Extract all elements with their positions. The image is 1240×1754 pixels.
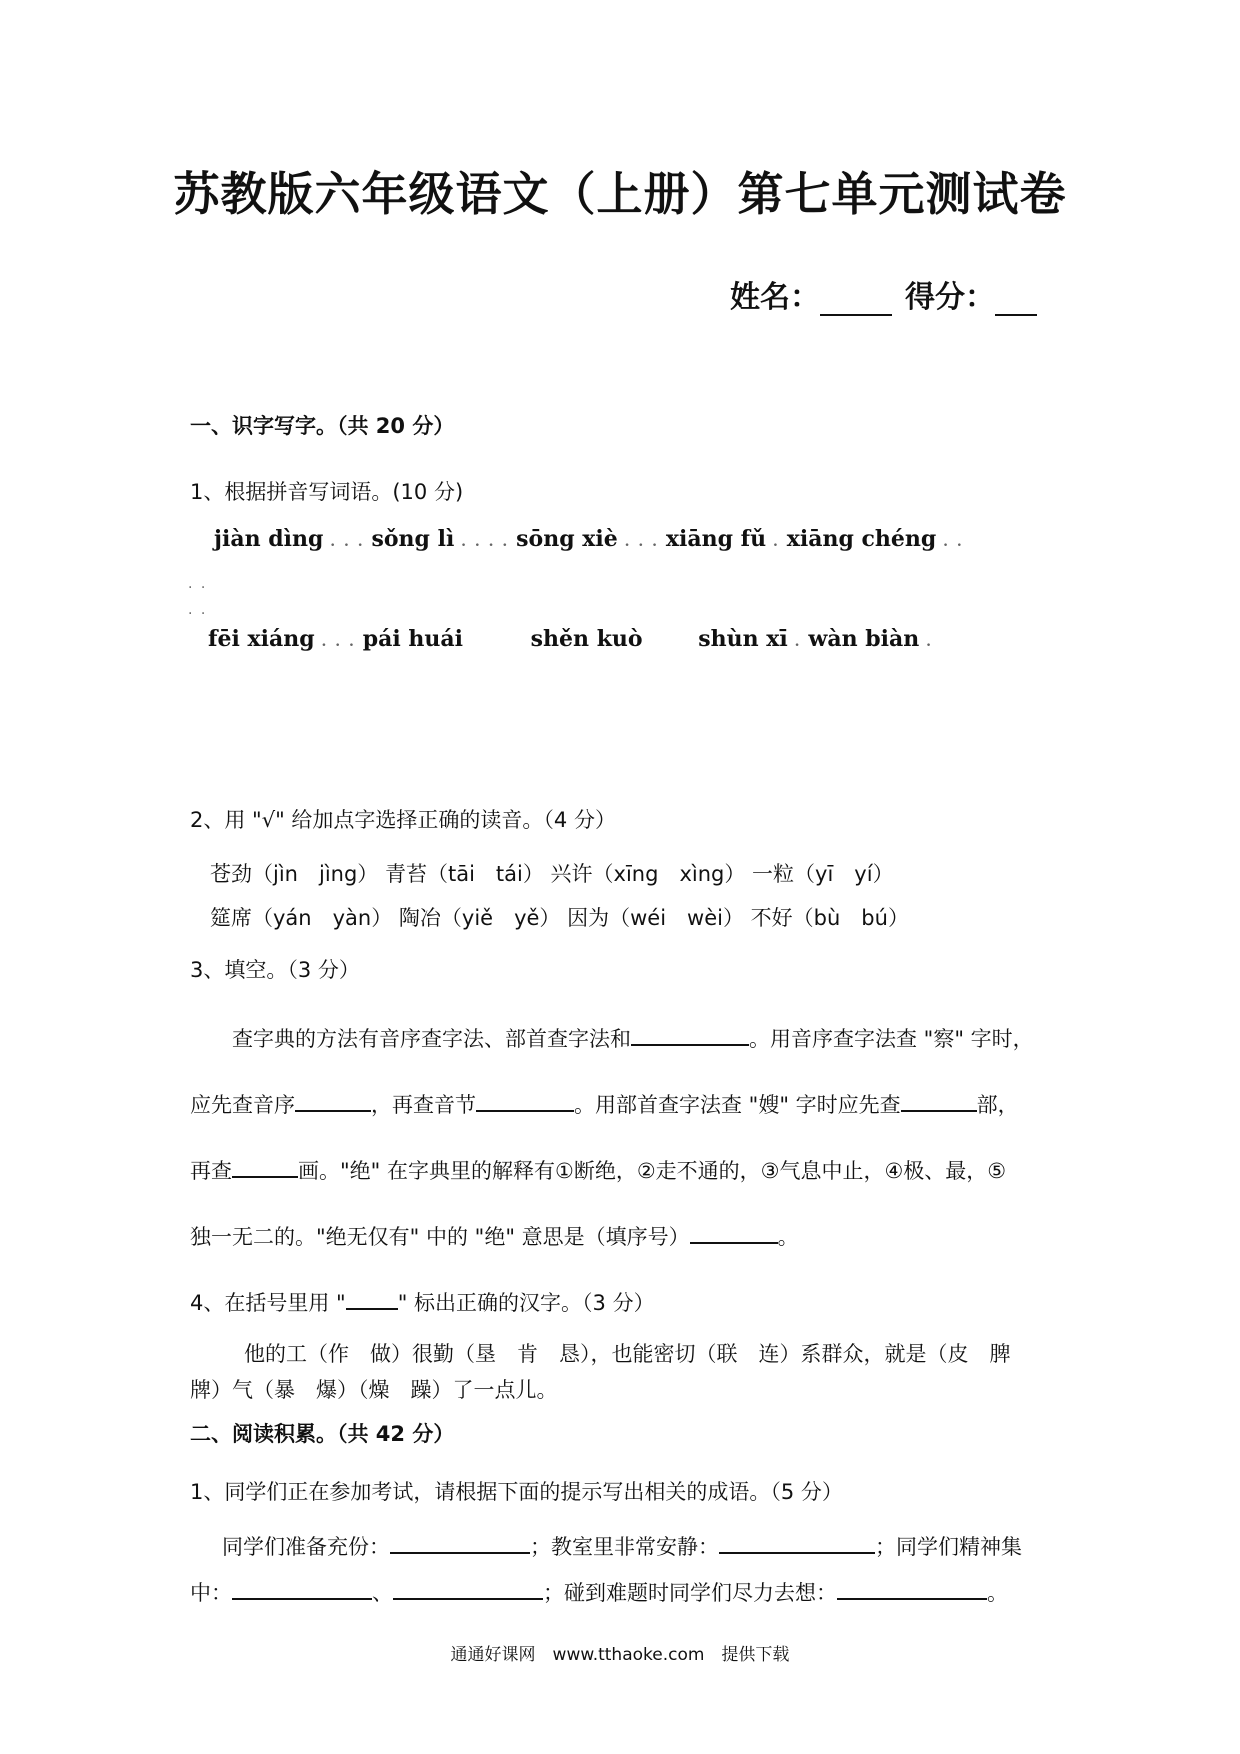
text: 。 — [987, 1581, 1008, 1605]
text: 再查 — [190, 1159, 232, 1183]
q3-line-1 — [232, 1022, 1034, 1053]
fill-blank — [631, 1022, 749, 1046]
q3-prompt: 3、填空。（3 分） — [190, 958, 360, 982]
reading-item: 苍劲（jìn jìng） — [210, 862, 379, 886]
fill-blank — [719, 1530, 875, 1554]
q1-prompt: 1、根据拼音写词语。(10 分) — [190, 480, 464, 504]
fill-blank — [232, 1576, 372, 1600]
text: 。用部首查字法查 "嫂" 字时应先查 — [574, 1093, 901, 1117]
pinyin-item: xiāng fǔ — [665, 526, 767, 552]
text: ；教室里非常安静： — [530, 1535, 719, 1559]
section2-heading: 二、阅读积累。（共 42 分） — [190, 1422, 455, 1446]
pinyin-item: sōng xiè — [516, 526, 618, 552]
q3-line-4 — [190, 1220, 799, 1251]
fill-blank — [393, 1576, 543, 1600]
pinyin-item: xiāng chéng — [786, 526, 937, 552]
q3-line-3 — [190, 1154, 1006, 1185]
fill-blank — [690, 1220, 778, 1244]
q2-row-1 — [210, 858, 894, 888]
pinyin-item: wàn biàn — [808, 626, 920, 652]
s2-q1-line-2 — [190, 1576, 1008, 1607]
fill-blank — [390, 1530, 530, 1554]
page-title: 苏教版六年级语文（上册）第七单元测试卷 — [173, 167, 1067, 221]
fill-blank — [476, 1088, 574, 1112]
text: 部， — [976, 1093, 1019, 1117]
text: 同学们准备充份： — [222, 1535, 390, 1559]
dots-marker: . . — [188, 602, 208, 618]
fill-blank — [232, 1154, 298, 1178]
q2-row-2 — [210, 902, 909, 932]
text: 4、在括号里用 " — [190, 1291, 346, 1315]
text: 中： — [190, 1581, 232, 1605]
reading-item: 一粒（yī yí） — [752, 862, 894, 886]
name-label: 姓名： — [730, 280, 820, 315]
footer-credit: 通通好课网 www.tthaoke.com 提供下载 — [450, 1645, 790, 1665]
text: " 标出正确的汉字。（3 分） — [397, 1291, 655, 1315]
text: 画。"绝" 在字典里的解释有①断绝，②走不通的，③气息中止，④极、最，⑤ — [298, 1159, 1007, 1183]
reading-item: 陶冶（yiě yě） — [398, 906, 561, 930]
q3-line-2 — [190, 1088, 1019, 1119]
reading-item: 因为（wéi wèi） — [567, 906, 744, 930]
fill-blank — [837, 1576, 987, 1600]
pinyin-item: shùn xī — [698, 626, 788, 652]
pinyin-row-2: fēi xiáng . . . pái huái shěn kuò shùn xī . wàn biàn . — [208, 626, 934, 652]
underline-sample — [346, 1286, 398, 1310]
text: 独一无二的。"绝无仅有" 中的 "绝" 意思是（填序号） — [190, 1225, 690, 1249]
fill-blank — [901, 1088, 977, 1112]
text: ；同学们精神集 — [875, 1535, 1022, 1559]
reading-item: 兴许（xīng xìng） — [550, 862, 746, 886]
name-blank — [820, 284, 892, 316]
pinyin-item: jiàn dìng — [214, 526, 324, 552]
pinyin-item: sǒng lì — [371, 526, 455, 552]
reading-item: 不好（bù bú） — [750, 906, 909, 930]
s2-q1-line-1 — [222, 1530, 1022, 1561]
text: 应先查音序 — [190, 1093, 295, 1117]
q4-line-2: 牌）气（暴 爆）（燥 躁）了一点儿。 — [190, 1378, 558, 1402]
q4-line-1: 他的工（作 做）很勤（垦 肯 恳），也能密切（联 连）系群众，就是（皮 脾 — [244, 1342, 1011, 1366]
pinyin-row-1: jiàn dìng . . . sǒng lì . . . . sōng xiè . . . xiāng fǔ . xiāng chéng . . — [214, 526, 964, 552]
text: ，再查音节 — [371, 1093, 476, 1117]
reading-item: 筵席（yán yàn） — [210, 906, 393, 930]
text: 、 — [372, 1581, 393, 1605]
text: ；碰到难题时同学们尽力去想： — [543, 1581, 837, 1605]
name-field — [730, 272, 892, 316]
q2-prompt: 2、用 "√" 给加点字选择正确的读音。（4 分） — [190, 808, 616, 832]
score-blank — [995, 284, 1037, 316]
score-field — [905, 272, 1037, 316]
reading-item: 青苔（tāi tái） — [384, 862, 544, 886]
pinyin-item: fēi xiáng — [208, 626, 315, 652]
text: 。用音序查字法查 "察" 字时， — [749, 1027, 1034, 1051]
s2-q1-prompt: 1、同学们正在参加考试，请根据下面的提示写出相关的成语。（5 分） — [190, 1480, 843, 1504]
pinyin-item: shěn kuò — [530, 626, 643, 652]
text: 查字典的方法有音序查字法、部首查字法和 — [232, 1027, 631, 1051]
score-label: 得分： — [905, 280, 995, 315]
fill-blank — [295, 1088, 371, 1112]
text: 。 — [777, 1225, 799, 1249]
dots-marker: . . — [188, 576, 208, 592]
q4-prompt — [190, 1286, 655, 1317]
pinyin-item: pái huái — [362, 626, 463, 652]
section1-heading: 一、识字写字。（共 20 分） — [190, 414, 455, 438]
